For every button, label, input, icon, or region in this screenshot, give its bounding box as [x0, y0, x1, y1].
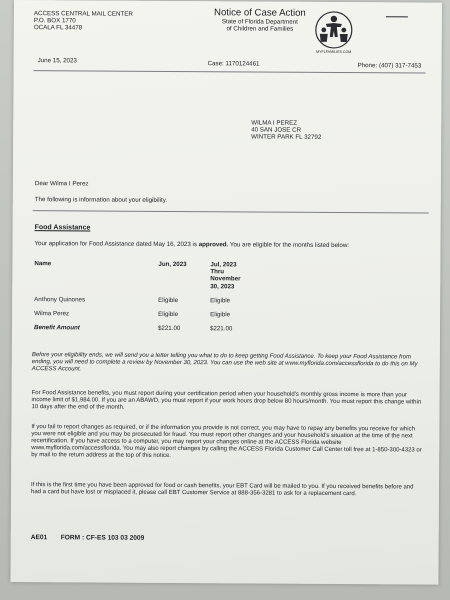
application-statement	[34, 240, 430, 250]
agency-line-1: State of Florida Department	[221, 18, 298, 26]
table-row-jul-2: Eligible	[210, 311, 231, 319]
phone-value: (407) 317-7453	[378, 62, 422, 70]
case-number	[208, 60, 260, 68]
notice-title: Notice of Case Action	[214, 7, 306, 19]
application-text: Your application for Food Assistance dated May 16, 2023 is	[34, 240, 197, 249]
intro-divider	[33, 210, 429, 213]
table-row-jun-1: Eligible	[158, 296, 179, 305]
notice-header	[204, 7, 316, 33]
intro-text: The following is information about your eligibility.	[34, 196, 168, 204]
table-header-name: Name	[34, 260, 52, 268]
phone-number	[358, 62, 422, 70]
table-row-jul-1: Eligible	[210, 297, 231, 305]
recipient-city: WINTER PARK FL 32792	[251, 133, 322, 142]
table-header-jul-range	[210, 261, 240, 290]
header-divider	[34, 70, 426, 73]
footer-form: FORM : CF-ES 103 03 2009	[60, 534, 145, 542]
logo-caption: MYFLFAMILIES.COM	[316, 49, 352, 55]
phone-label: Phone:	[357, 62, 378, 70]
case-value: 1170124461	[225, 60, 260, 68]
table-row-name-2: Wilma Perez	[34, 310, 70, 318]
table-row-jun-2: Eligible	[158, 310, 179, 319]
sender-po-box: P.O. BOX 1770	[33, 17, 76, 25]
reporting-paragraph: For Food Assistance benefits, you must report during your certification period when your household's monthly gross income is more than your income limit of $1,984.00. If you are an ABAWD, you must report if your work hours drop below 80 hours/month. You must report this change within 10 days after the end of the month.	[31, 390, 422, 411]
recipient-street: 40 SAN JOSE CR	[251, 126, 302, 134]
sender-city: OCALA FL 34478	[33, 24, 83, 32]
case-label: Case:	[207, 60, 224, 68]
notice-page	[10, 0, 442, 585]
header-rule-mark	[386, 16, 408, 17]
notice-date: June 15, 2023	[37, 57, 77, 65]
table-header-30-2023: 30, 2023	[210, 282, 235, 290]
table-row-name-1: Anthony Quinones	[34, 296, 86, 304]
footer-code: AE01	[30, 534, 48, 542]
table-header-thru: Thru	[210, 268, 225, 276]
table-header-november: November	[210, 275, 241, 283]
table-header-jun: Jun, 2023	[158, 260, 187, 269]
section-title: Food Assistance	[34, 224, 91, 232]
salutation: Dear Wilma I Perez	[34, 180, 89, 188]
application-status: approved.	[198, 241, 229, 249]
benefit-amount-label: Benefit Amount	[33, 324, 80, 332]
benefit-amount-jun: $221.00	[157, 324, 181, 333]
sender-name: ACCESS CENTRAL MAIL CENTER	[33, 10, 133, 18]
recipient-name: WILMA I PEREZ	[251, 119, 298, 127]
fraud-paragraph: If you fail to report changes as required, or if the information you provide is not correct, you may have to repay any benefits you receive for which you were not eligible and you may be prosecuted for fraud. You must report other changes and your household's situation at the time of the next recertification. If you have access to a computer, you may report your changes online at the ACCESS Florida website www.myflorida.com/accessflorida. You may also report changes by calling the ACCESS Florida Customer Call Center toll free at 1-850-300-4323 or by mail to the return address at the top of this notice.	[31, 424, 422, 460]
dcf-logo	[314, 10, 354, 58]
sender-address	[34, 10, 133, 32]
review-paragraph: Before your eligibility ends, we will send you a letter telling you what to do to keep getting Food Assistance. To keep your Food Assistance from ending, you will need to complete a review by November 30, 2023. You can use the web site at www.myflorida.com/accessflorida to do this on My ACCESS Account.	[31, 352, 418, 373]
application-eligibility-text: You are eligible for the months listed below:	[228, 241, 350, 250]
agency-line-2: of Children and Families	[226, 25, 294, 33]
family-figures-icon	[314, 10, 354, 50]
ebt-card-paragraph: If this is the first time you have been approved for food or cash benefits, your EBT Card will be mailed to you. If you received benefits before and had a card but have lost or misplaced it, please call EBT Customer Service at 888-356-3281 to ask for a replacement card.	[30, 482, 414, 498]
benefit-amount-jul: $221.00	[209, 325, 233, 333]
table-header-jul: Jul, 2023	[210, 261, 237, 269]
recipient-address	[251, 119, 321, 141]
